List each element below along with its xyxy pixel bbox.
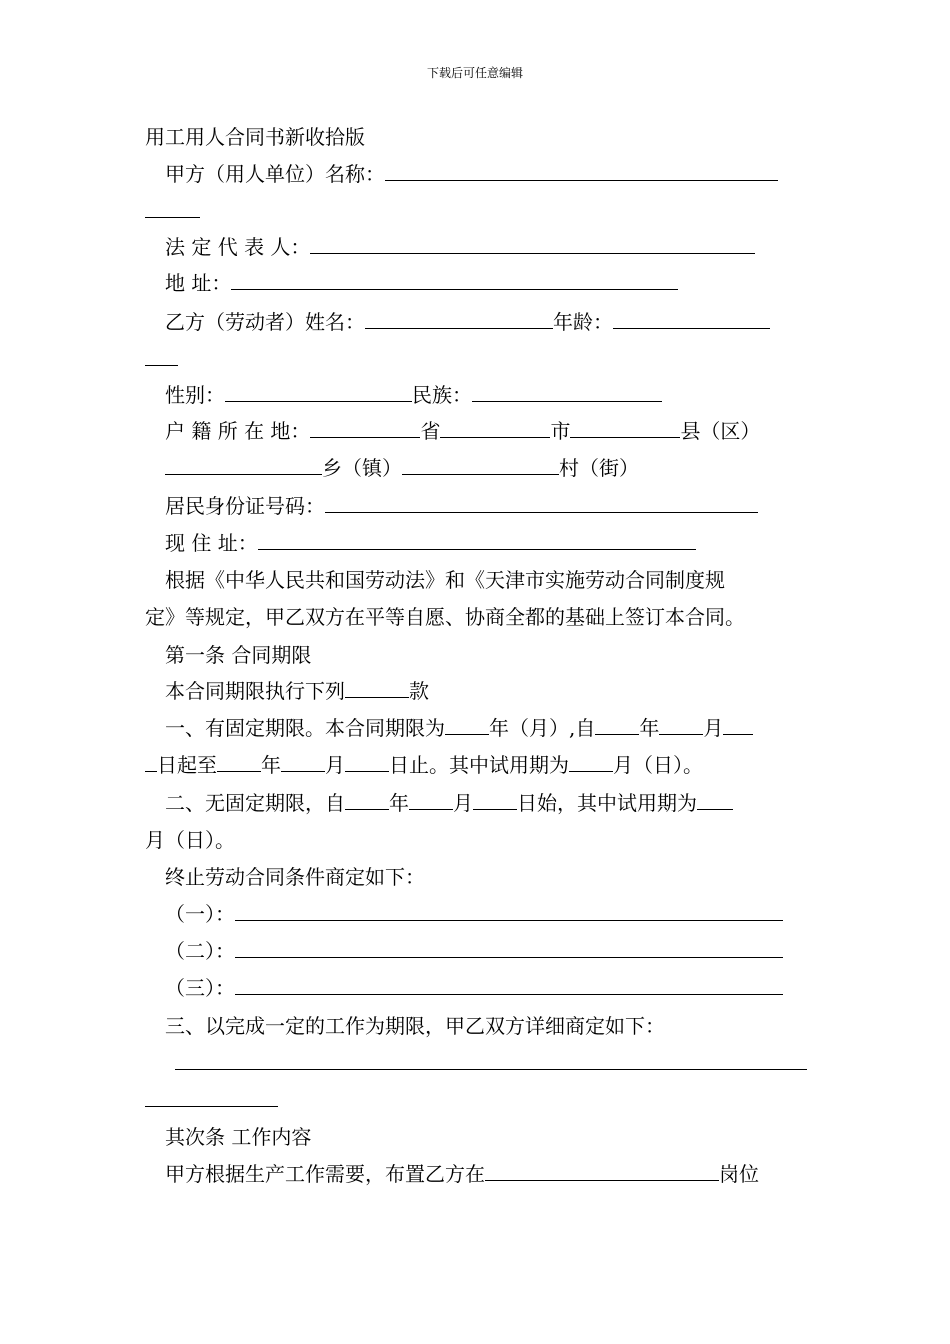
party-a-name-row — [165, 161, 778, 187]
probation-blank[interactable] — [569, 753, 613, 772]
address-blank[interactable] — [231, 271, 678, 290]
province-label: 省 — [420, 419, 441, 443]
village-blank[interactable] — [402, 456, 559, 475]
year-label: 年 — [639, 716, 660, 740]
current-address-blank[interactable] — [258, 531, 696, 550]
fixed-term-text-3: 日起至 — [157, 753, 217, 777]
term-length-blank[interactable] — [445, 716, 489, 735]
gender-label: 性别： — [165, 383, 225, 407]
preamble-line-2: 定》等规定，甲乙双方在平等自愿、协商全都的基础上签订本合同。 — [145, 605, 745, 629]
ethnicity-label: 民族： — [412, 383, 472, 407]
current-address-row — [165, 530, 696, 556]
start-year-blank[interactable] — [595, 716, 639, 735]
fixed-term-row-2 — [145, 752, 703, 778]
task-term-blank-row — [175, 1050, 807, 1076]
party-a-name-blank[interactable] — [385, 162, 778, 181]
task-term-heading: 三、以完成一定的工作为期限，甲乙双方详细商定如下： — [165, 1014, 665, 1038]
open-term-text-2: 日始，其中试用期为 — [517, 791, 697, 815]
province-blank[interactable] — [310, 419, 420, 438]
task-term-blank-2[interactable] — [145, 1088, 278, 1107]
preamble-line-1: 根据《中华人民共和国劳动法》和《天津市实施劳动合同制度规 — [165, 568, 725, 592]
city-label: 市 — [550, 419, 571, 443]
start-day-blank-2[interactable] — [145, 753, 157, 772]
clause-choice-blank[interactable] — [345, 679, 409, 698]
county-blank[interactable] — [570, 419, 680, 438]
article-1-intro-suffix: 款 — [409, 679, 429, 703]
fixed-term-row-1 — [165, 715, 753, 741]
township-row — [165, 455, 639, 481]
party-b-name-label: 乙方（劳动者）姓名： — [165, 310, 365, 334]
condition-2-row — [165, 938, 783, 964]
party-b-name-blank[interactable] — [365, 310, 553, 329]
open-term-row-2: 月（日）。 — [145, 828, 235, 852]
gender-row — [165, 382, 662, 408]
condition-3-blank[interactable] — [235, 976, 783, 995]
party-b-row — [165, 309, 770, 335]
month-label: 月 — [453, 791, 473, 815]
termination-heading: 终止劳动合同条件商定如下： — [165, 865, 425, 889]
open-day-blank[interactable] — [473, 791, 517, 810]
page-header: 下载后可任意编辑 — [426, 66, 523, 80]
end-month-blank[interactable] — [281, 753, 325, 772]
fixed-term-text-2: 年（月）,自 — [489, 716, 596, 740]
township-label: 乡（镇） — [322, 456, 402, 480]
year-label: 年 — [261, 753, 281, 777]
age-blank[interactable] — [613, 310, 770, 329]
ethnicity-blank[interactable] — [472, 383, 662, 402]
county-label: 县（区） — [680, 419, 761, 443]
article-2-text — [165, 1161, 759, 1187]
open-term-text-1: 二、无固定期限，自 — [165, 791, 345, 815]
condition-2-blank[interactable] — [235, 939, 783, 958]
party-a-name-blank-cont — [145, 198, 200, 224]
article-1-intro — [165, 678, 429, 704]
open-probation-blank[interactable] — [697, 791, 733, 810]
article-2-text-a: 甲方根据生产工作需要，布置乙方在 — [165, 1162, 485, 1186]
task-term-blank-row-2 — [145, 1087, 278, 1113]
open-term-row — [165, 790, 733, 816]
id-blank[interactable] — [325, 494, 758, 513]
fixed-term-text-5: 月（日）。 — [613, 753, 703, 777]
condition-1-row — [165, 901, 783, 927]
task-term-blank[interactable] — [175, 1051, 807, 1070]
township-blank[interactable] — [165, 456, 322, 475]
fixed-term-text-1: 一、有固定期限。本合同期限为 — [165, 716, 445, 740]
article-1-intro-text: 本合同期限执行下列 — [165, 679, 345, 703]
village-label: 村（街） — [559, 456, 639, 480]
position-blank[interactable] — [485, 1162, 719, 1181]
month-label: 月 — [703, 716, 724, 740]
city-blank[interactable] — [440, 419, 550, 438]
legal-rep-label: 法 定 代 表 人： — [165, 235, 311, 259]
open-month-blank[interactable] — [409, 791, 453, 810]
party-a-name-label: 甲方（用人单位）名称： — [165, 162, 385, 186]
age-label: 年龄： — [553, 310, 613, 334]
legal-rep-row — [165, 234, 755, 260]
article-1-title: 第一条 合同期限 — [165, 643, 312, 667]
address-row — [165, 270, 678, 296]
end-year-blank[interactable] — [217, 753, 261, 772]
id-row — [165, 493, 758, 519]
age-blank-2[interactable] — [145, 347, 178, 366]
article-2-title: 其次条 工作内容 — [165, 1125, 312, 1149]
end-day-blank[interactable] — [345, 753, 389, 772]
domicile-label: 户 籍 所 在 地： — [165, 419, 311, 443]
id-label: 居民身份证号码： — [165, 494, 325, 518]
address-label: 地 址： — [165, 271, 232, 295]
party-a-name-blank-2[interactable] — [145, 199, 200, 218]
condition-2-label: （二）： — [165, 939, 235, 963]
article-2-text-b: 岗位 — [719, 1162, 759, 1186]
condition-1-blank[interactable] — [235, 902, 783, 921]
legal-rep-blank[interactable] — [310, 235, 755, 254]
gender-blank[interactable] — [225, 383, 412, 402]
start-day-blank[interactable] — [723, 716, 753, 735]
condition-3-label: （三）： — [165, 976, 235, 1000]
domicile-row — [165, 418, 760, 444]
condition-1-label: （一）： — [165, 902, 235, 926]
month-label: 月 — [325, 753, 345, 777]
current-address-label: 现 住 址： — [165, 531, 258, 555]
fixed-term-text-4: 日止。其中试用期为 — [389, 753, 569, 777]
condition-3-row — [165, 975, 783, 1001]
open-year-blank[interactable] — [345, 791, 389, 810]
age-blank-cont — [145, 346, 178, 372]
document-title: 用工用人合同书新收拾版 — [145, 125, 365, 149]
start-month-blank[interactable] — [659, 716, 703, 735]
year-label: 年 — [389, 791, 409, 815]
